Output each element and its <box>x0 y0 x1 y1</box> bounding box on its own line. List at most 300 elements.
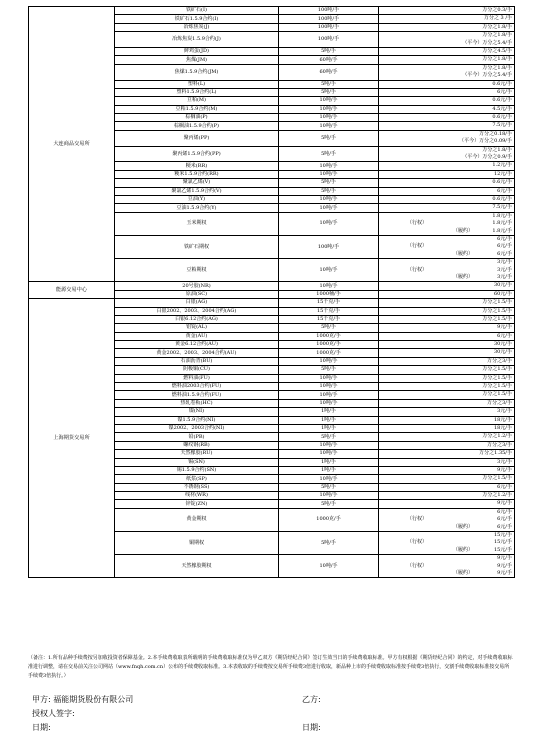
fee-value <box>381 442 512 449</box>
fee-value <box>381 291 512 298</box>
product-name: 冶炼焦炭1.5.9合约(J) <box>115 32 279 48</box>
fee-amount: 万分之3/手 <box>487 357 512 364</box>
fee-amount: 万分之1.5/手 <box>482 299 512 306</box>
fee-cell <box>379 204 515 212</box>
product-name: 黄金6.12合约(AU) <box>115 341 279 349</box>
contract-unit: 15千克/手 <box>279 299 379 307</box>
fee-value <box>381 72 512 79</box>
fee-value <box>381 32 512 39</box>
fee-value <box>381 555 512 562</box>
fee-cell <box>379 15 515 23</box>
fee-amount: 万分之0.18/手 <box>479 130 512 137</box>
fee-value <box>381 228 512 235</box>
fee-amount: 9元/手 <box>497 324 512 331</box>
fee-amount: 15元/手 <box>493 546 512 553</box>
product-name: 黄金2002、2003、2004合约(AU) <box>115 349 279 357</box>
product-name: 聚丙烯(PP) <box>115 130 279 146</box>
contract-unit: 5吨/手 <box>279 500 379 508</box>
fee-cell <box>379 80 515 88</box>
product-name: 燃料油2003合约(FU) <box>115 383 279 391</box>
fee-amount: 9元/手 <box>497 562 512 569</box>
fee-cell <box>379 433 515 441</box>
fee-amount: 6元/手 <box>497 243 512 250</box>
fee-cell <box>379 235 515 258</box>
fee-value <box>381 15 512 22</box>
fee-value <box>381 570 512 577</box>
product-name: 白银6.12合约(AG) <box>115 315 279 323</box>
fee-cell <box>379 170 515 178</box>
fee-value <box>381 138 512 145</box>
product-name: 镍(NI) <box>115 408 279 416</box>
product-name: 玉米期权 <box>115 212 279 235</box>
fee-cell <box>379 500 515 508</box>
fee-cell <box>379 7 515 15</box>
fee-value <box>381 467 512 474</box>
fee-value <box>381 383 512 390</box>
fee-value <box>381 106 512 113</box>
contract-unit: 10吨/手 <box>279 259 379 282</box>
fee-amount: 万分之1.5/手 <box>482 374 512 381</box>
contract-unit: 5吨/手 <box>279 532 379 555</box>
fee-value <box>381 7 512 14</box>
fee-amount: 9元/手 <box>497 466 512 473</box>
fee-amount: 万分之1.8/手 <box>482 146 512 153</box>
option-type-label: （行权） <box>407 562 428 569</box>
contract-unit: 10吨/手 <box>279 374 379 382</box>
fee-amount: 6元/手 <box>497 88 512 95</box>
option-type-label: （行权） <box>407 539 428 546</box>
product-name: 聚氯乙烯1.5.9合约(V) <box>115 187 279 195</box>
contract-unit: 5吨/手 <box>279 179 379 187</box>
fee-value <box>381 251 512 258</box>
fee-amount: 9元/手 <box>497 500 512 507</box>
fee-value <box>381 236 512 243</box>
fee-amount: 万分之3/手 <box>487 399 512 406</box>
product-name: 白银2002、2003、2004合约(AG) <box>115 307 279 315</box>
fee-amount: 3元/手 <box>497 273 512 280</box>
date-b: 日期: <box>302 723 321 732</box>
contract-unit: 5吨/手 <box>279 483 379 491</box>
fee-cell <box>379 483 515 491</box>
fee-amount: 9元/手 <box>497 555 512 562</box>
fee-value <box>381 324 512 331</box>
contract-unit: 10吨/手 <box>279 357 379 365</box>
fee-amount: 1.8元/手 <box>492 227 512 234</box>
fee-amount: 万分之0.3/手 <box>482 7 512 13</box>
fee-value <box>381 450 512 457</box>
fee-cell <box>379 195 515 203</box>
contract-unit: 10吨/手 <box>279 204 379 212</box>
product-name: 螺纹钢(RB) <box>115 441 279 449</box>
option-type-label: （行权） <box>407 220 428 227</box>
product-name: 豆粕(M) <box>115 97 279 105</box>
fee-amount: 万分之1.8/手 <box>482 23 512 30</box>
fee-amount: （平今）万分之0.9/手 <box>462 154 512 161</box>
product-name: 不锈钢(SS) <box>115 483 279 491</box>
fee-value <box>381 400 512 407</box>
contract-unit: 10吨/手 <box>279 492 379 500</box>
contract-unit: 5吨/手 <box>279 187 379 195</box>
fee-value <box>381 81 512 88</box>
product-name: 铁矿石期权 <box>115 235 279 258</box>
product-name: 铝锭(AL) <box>115 324 279 332</box>
fee-value <box>381 433 512 440</box>
product-name: 黄金期权 <box>115 508 279 531</box>
contract-unit: 15千克/手 <box>279 315 379 323</box>
fee-amount: 3元/手 <box>497 259 512 266</box>
fee-cell <box>379 259 515 282</box>
contract-unit: 10吨/手 <box>279 97 379 105</box>
fee-value <box>381 500 512 507</box>
contract-unit: 10吨/手 <box>279 212 379 235</box>
option-type-label: （行权） <box>407 266 428 273</box>
exchange-name: 能源交易中心 <box>29 282 115 299</box>
product-name: 粳米1.5.9合约(RR) <box>115 170 279 178</box>
fee-amount: 12元/手 <box>493 170 512 177</box>
fee-amount: 4.5元/手 <box>492 105 512 112</box>
fee-value <box>381 204 512 211</box>
product-name: 塑料(L) <box>115 80 279 88</box>
contract-unit: 1000桶/手 <box>279 290 379 298</box>
product-name: 铜期权 <box>115 532 279 555</box>
fee-amount: 万分之 3 /手 <box>483 15 512 22</box>
product-name: 热轧卷板(HC) <box>115 399 279 407</box>
fee-amount: 6元/手 <box>497 235 512 242</box>
fee-amount: 30元/手 <box>493 341 512 348</box>
option-type-label: （履约） <box>453 570 474 577</box>
fee-cell <box>379 475 515 483</box>
product-name: 原油(SC) <box>115 290 279 298</box>
fee-cell <box>379 64 515 80</box>
contract-unit: 100吨/手 <box>279 32 379 48</box>
fee-value <box>381 417 512 424</box>
product-name: 锌锭(ZN) <box>115 500 279 508</box>
contract-unit: 100吨/手 <box>279 23 379 31</box>
product-name: 燃料油1.5.9合约(FU) <box>115 391 279 399</box>
contract-unit: 5吨/手 <box>279 88 379 96</box>
contract-unit: 1吨/手 <box>279 466 379 474</box>
fee-cell <box>379 366 515 374</box>
product-name: 豆粕1.5.9合约(M) <box>115 105 279 113</box>
fee-value <box>381 391 512 398</box>
fee-cell <box>379 357 515 365</box>
fee-value <box>381 516 512 523</box>
fee-value <box>381 547 512 554</box>
fee-amount: 6元/手 <box>497 187 512 194</box>
product-name: 豆油(Y) <box>115 195 279 203</box>
fee-value <box>381 358 512 365</box>
fee-value <box>381 459 512 466</box>
product-name: 塑料1.5.9合约(L) <box>115 88 279 96</box>
fee-cell <box>379 315 515 323</box>
contract-unit: 10吨/手 <box>279 170 379 178</box>
product-name: 棕榈油1.5.9合约(P) <box>115 122 279 130</box>
fee-cell <box>379 307 515 315</box>
fee-cell <box>379 555 515 578</box>
fee-value <box>381 484 512 491</box>
product-name: 黄金(AU) <box>115 332 279 340</box>
fee-amount: 30元/手 <box>493 282 512 289</box>
fee-amount: 18元/手 <box>493 416 512 423</box>
contract-unit: 100吨/手 <box>279 235 379 258</box>
fee-value <box>381 333 512 340</box>
fee-amount: （平今）万分之0.09/手 <box>459 138 512 145</box>
fee-value <box>381 40 512 47</box>
fee-amount: 15元/手 <box>493 539 512 546</box>
fee-cell <box>379 56 515 64</box>
product-name: 白银(AG) <box>115 299 279 307</box>
product-name: 铅(PB) <box>115 433 279 441</box>
product-name: 铁矿石1.5.9合约(I) <box>115 15 279 23</box>
authorized-signature: 授权人签字: <box>32 709 75 718</box>
fee-cell <box>379 130 515 146</box>
contract-unit: 100吨/手 <box>279 7 379 15</box>
fee-cell <box>379 105 515 113</box>
fee-value <box>381 475 512 482</box>
exchange-name: 大连商品交易所 <box>29 7 115 282</box>
fee-cell <box>379 399 515 407</box>
contract-unit: 10吨/手 <box>279 282 379 290</box>
fee-amount: 1.2元/手 <box>492 162 512 169</box>
date-a: 日期: <box>32 723 51 732</box>
fee-value <box>381 220 512 227</box>
fee-value <box>381 308 512 315</box>
fee-cell <box>379 492 515 500</box>
contract-unit: 10吨/手 <box>279 475 379 483</box>
exchange-name: 上海期货交易所 <box>29 299 115 578</box>
fee-row <box>29 7 515 15</box>
fee-amount: 0.6元/手 <box>492 179 512 186</box>
fee-amount: 万分之1.5/手 <box>482 307 512 314</box>
fee-value <box>381 56 512 63</box>
product-name: 线材(WR) <box>115 492 279 500</box>
fee-value <box>381 524 512 531</box>
fee-value <box>381 147 512 154</box>
contract-unit: 60吨/手 <box>279 56 379 64</box>
fee-amount: 9元/手 <box>497 570 512 577</box>
fee-amount: 万分之1.5/手 <box>482 366 512 373</box>
fee-cell <box>379 282 515 290</box>
fee-value <box>381 114 512 121</box>
contract-unit: 10吨/手 <box>279 555 379 578</box>
contract-unit: 10吨/手 <box>279 162 379 170</box>
product-name: 燃料油(FU) <box>115 374 279 382</box>
fee-table <box>28 6 515 578</box>
fee-cell <box>379 466 515 474</box>
contract-unit: 60吨/手 <box>279 64 379 80</box>
fee-cell <box>379 47 515 55</box>
fee-value <box>381 97 512 104</box>
product-name: 棕榈油(P) <box>115 114 279 122</box>
fee-amount: 万分之1.5/手 <box>482 391 512 398</box>
contract-unit: 1000克/手 <box>279 508 379 531</box>
fee-value <box>381 171 512 178</box>
fee-value <box>381 179 512 186</box>
product-name: 天然橡胶期权 <box>115 555 279 578</box>
option-type-label: （履约） <box>453 546 474 553</box>
fee-amount: 万分之1.8/手 <box>482 64 512 71</box>
fee-cell <box>379 32 515 48</box>
fee-cell <box>379 179 515 187</box>
fee-amount: 7.5元/手 <box>492 204 512 211</box>
fee-amount: 18元/手 <box>493 424 512 431</box>
fee-value <box>381 267 512 274</box>
fee-amount: 万分之1.5/手 <box>482 315 512 322</box>
fee-amount: 30元/手 <box>493 349 512 356</box>
fee-value <box>381 408 512 415</box>
product-name: 焦煤(JM) <box>115 56 279 64</box>
product-name: 粳米(RR) <box>115 162 279 170</box>
fee-cell <box>379 162 515 170</box>
product-name: 阴极铜(CU) <box>115 366 279 374</box>
product-name: 镍1.5.9合约(NI) <box>115 416 279 424</box>
fee-value <box>381 274 512 281</box>
product-name: 聚氯乙烯(V) <box>115 179 279 187</box>
fee-amount: 0.6元/手 <box>492 97 512 104</box>
product-name: 铁矿石(I) <box>115 7 279 15</box>
fee-amount: （平今）万分之5.4/手 <box>462 39 512 46</box>
contract-unit: 5吨/手 <box>279 130 379 146</box>
fee-value <box>381 282 512 289</box>
contract-unit: 5吨/手 <box>279 433 379 441</box>
product-name: 20号胶(NR) <box>115 282 279 290</box>
remarks: （备注：1.所有品种手续费按另加收投资者保障基金。2.本手续费收取表所载明的手续费收取标准仅为甲乙双方《期货经纪合同》签订生效当日的手续费收取标准。甲方有权根据《期货经纪合同》的约定，对手续费收取标准进行调整，请在交易前关注公司网站（www.fnqh.com.cn）公布的手续费收取标准。3.本表收取的手续费按交易所手续费3倍进行收取，新品种上市的手续费收取标准按手续费3倍执行，交割手续费收取标准按交易所手续费3倍执行。） <box>28 655 513 679</box>
product-name: 焦煤1.5.9合约(JM) <box>115 64 279 80</box>
fee-cell <box>379 23 515 31</box>
fee-cell <box>379 532 515 555</box>
option-type-label: （履约） <box>453 523 474 530</box>
product-name: 石油沥青(BU) <box>115 357 279 365</box>
fee-amount: 3元/手 <box>497 266 512 273</box>
option-type-label: （履约） <box>453 273 474 280</box>
fee-value <box>381 48 512 55</box>
contract-unit: 1000克/手 <box>279 349 379 357</box>
fee-value <box>381 259 512 266</box>
fee-amount: 6元/手 <box>497 332 512 339</box>
fee-amount: 万分之1.8/手 <box>482 56 512 63</box>
fee-value <box>381 366 512 373</box>
fee-amount: 万分之1.5/手 <box>482 383 512 390</box>
fee-cell <box>379 424 515 432</box>
fee-value <box>381 341 512 348</box>
fee-cell <box>379 114 515 122</box>
fee-cell <box>379 349 515 357</box>
contract-unit: 10吨/手 <box>279 383 379 391</box>
product-name: 天然橡胶(RU) <box>115 450 279 458</box>
fee-value <box>381 349 512 356</box>
contract-unit: 15千克/手 <box>279 307 379 315</box>
fee-amount: 1.8元/手 <box>492 220 512 227</box>
fee-value <box>381 299 512 306</box>
contract-unit: 1吨/手 <box>279 458 379 466</box>
contract-unit: 10吨/手 <box>279 122 379 130</box>
fee-cell <box>379 341 515 349</box>
contract-unit: 5吨/手 <box>279 80 379 88</box>
fee-value <box>381 89 512 96</box>
fee-amount: 万分之1.35/手 <box>479 450 512 457</box>
contract-unit: 1吨/手 <box>279 408 379 416</box>
fee-cell <box>379 146 515 162</box>
fee-cell <box>379 508 515 531</box>
fee-cell <box>379 332 515 340</box>
option-type-label: （行权） <box>407 516 428 523</box>
fee-amount: 万分之4.5/手 <box>482 47 512 54</box>
fee-cell <box>379 408 515 416</box>
product-name: 冶炼焦炭(J) <box>115 23 279 31</box>
fee-amount: 6元/手 <box>497 508 512 515</box>
fee-value <box>381 563 512 570</box>
contract-unit: 5吨/手 <box>279 47 379 55</box>
fee-value <box>381 24 512 31</box>
contract-unit: 10吨/手 <box>279 114 379 122</box>
fee-value <box>381 162 512 169</box>
fee-value <box>381 539 512 546</box>
contract-unit: 1吨/手 <box>279 424 379 432</box>
contract-unit: 100吨/手 <box>279 15 379 23</box>
product-name: 镍2002、2003合约(NI) <box>115 424 279 432</box>
contract-unit: 5吨/手 <box>279 324 379 332</box>
fee-amount: 6元/手 <box>497 523 512 530</box>
fee-value <box>381 188 512 195</box>
product-name: 锡1.5.9合约(SN) <box>115 466 279 474</box>
fee-value <box>381 154 512 161</box>
fee-cell <box>379 187 515 195</box>
fee-value <box>381 243 512 250</box>
fee-amount: 0.6元/手 <box>492 80 512 87</box>
fee-value <box>381 316 512 323</box>
contract-unit: 10吨/手 <box>279 450 379 458</box>
fee-value <box>381 196 512 203</box>
fee-amount: 3元/手 <box>497 408 512 415</box>
fee-cell <box>379 458 515 466</box>
product-name: 锡(SN) <box>115 458 279 466</box>
fee-amount: 万分之1.5/手 <box>482 475 512 482</box>
fee-amount: 6元/手 <box>497 250 512 257</box>
contract-unit: 10吨/手 <box>279 391 379 399</box>
fee-cell <box>379 441 515 449</box>
contract-unit: 1吨/手 <box>279 416 379 424</box>
contract-unit: 5吨/手 <box>279 366 379 374</box>
contract-unit: 10吨/手 <box>279 441 379 449</box>
fee-value <box>381 492 512 499</box>
fee-amount: 15元/手 <box>493 532 512 539</box>
fee-cell <box>379 299 515 307</box>
fee-row <box>29 299 515 307</box>
fee-cell <box>379 324 515 332</box>
fee-value <box>381 509 512 516</box>
fee-cell <box>379 374 515 382</box>
fee-value <box>381 375 512 382</box>
fee-row <box>29 282 515 290</box>
option-type-label: （履约） <box>453 227 474 234</box>
fee-amount: （平今）万分之5.4/手 <box>462 72 512 79</box>
contract-unit: 1000克/手 <box>279 341 379 349</box>
contract-unit: 10吨/手 <box>279 105 379 113</box>
fee-cell <box>379 416 515 424</box>
fee-cell <box>379 212 515 235</box>
product-name: 纸浆(SP) <box>115 475 279 483</box>
fee-cell <box>379 391 515 399</box>
fee-schedule <box>28 6 514 578</box>
contract-unit: 10吨/手 <box>279 195 379 203</box>
fee-value <box>381 122 512 129</box>
party-b: 乙方: <box>302 695 321 704</box>
contract-unit: 5吨/手 <box>279 146 379 162</box>
contract-unit: 10吨/手 <box>279 399 379 407</box>
option-type-label: （履约） <box>453 250 474 257</box>
fee-amount: 1.8元/手 <box>492 212 512 219</box>
fee-amount: 3元/手 <box>497 458 512 465</box>
